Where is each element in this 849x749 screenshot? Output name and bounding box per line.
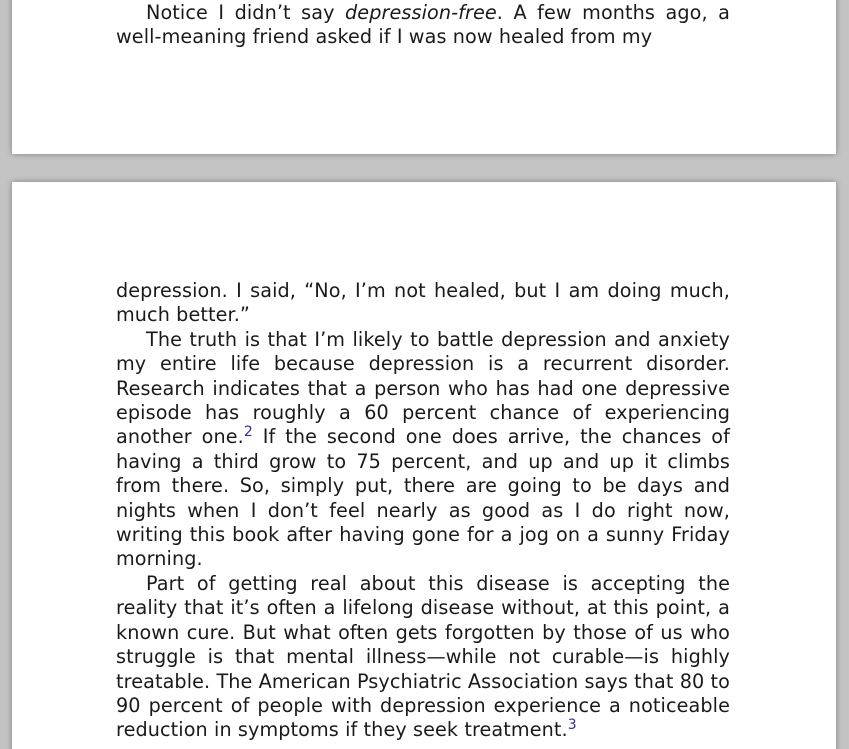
emphasis-text: depression-free <box>345 1 497 24</box>
page-text <box>116 1 730 50</box>
text-run: Part of getting real about this disease is accepting the reality that it’s often a lifelong disease without, at this point, a known cure. But what often gets forgotten by those of us who struggle is that mental illness—while not curable—is highly treatable. The American Psychiatric Association says that 80 to 90 percent of people with depression experience a noticeable reduction in symptoms if they seek treatment. <box>116 571 731 742</box>
text-run: . A few months ago, a well-meaning friend asked if I was now healed from my <box>116 1 730 49</box>
footnote-link[interactable]: 2 <box>243 424 253 441</box>
text-run: If the second one does arrive, the chances of having a third grow to 75 percent, and up and up it climbs from there. So, simply put, there are going to be days and nights when I don’t feel nearly as good as I do right now, writing this book after having gone for a jog on a sunny Friday morning. <box>116 425 730 571</box>
paragraph-continued: depression. I said, “No, I’m not healed, but I am doing much, much better.” <box>116 279 730 327</box>
page-current <box>12 182 836 749</box>
page-text <box>116 279 730 743</box>
paragraph <box>116 1 730 50</box>
paragraph <box>116 572 730 743</box>
text-run: The truth is that I’m likely to battle depression and anxiety my entire life because depression is a recurrent disorder. Research indicates that a person who has had one depressive episode has roughly a 60 percent chance of experiencing another one. <box>116 327 730 449</box>
footnote-link[interactable]: 3 <box>567 717 577 734</box>
paragraph <box>116 328 730 572</box>
text-run: Notice I didn’t say <box>146 1 346 24</box>
page-previous <box>12 0 836 154</box>
